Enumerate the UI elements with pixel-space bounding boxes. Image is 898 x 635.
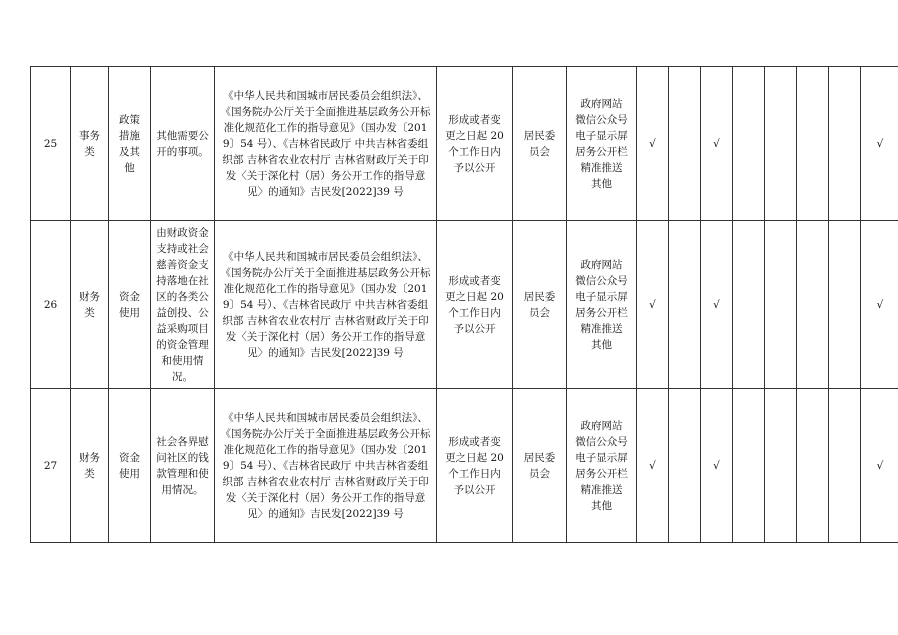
channels-cell: 政府网站 微信公众号 电子显示屏 居务公开栏 精准推送 其他 xyxy=(567,67,637,221)
disclosure-table xyxy=(30,66,898,543)
basis-cell: 《中华人民共和国城市居民委员会组织法》、《国务院办公厅关于全面推进基层政务公开标准化规范化工作的指导意见》（国办发〔2019〕54 号）、《吉林省民政厅 中共吉林省委组织部 吉林省农业农村厅 吉林省财政厅关于印发〈关于深化村（居）务公开工作的指导意见〉的通知》吉民发[2022]39 号 xyxy=(215,67,437,221)
subcategory-cell: 政策 措施 及其 他 xyxy=(109,67,151,221)
table-row xyxy=(31,67,898,221)
check-cell: √ xyxy=(637,389,669,543)
check-cell: √ xyxy=(637,221,669,389)
check-cell: √ xyxy=(701,67,733,221)
check-cell xyxy=(829,221,861,389)
category-cell: 财务 类 xyxy=(71,221,109,389)
basis-cell: 《中华人民共和国城市居民委员会组织法》、《国务院办公厅关于全面推进基层政务公开标准化规范化工作的指导意见》（国办发〔2019〕54 号）、《吉林省民政厅 中共吉林省委组织部 吉林省农业农村厅 吉林省财政厅关于印发〈关于深化村（居）务公开工作的指导意见〉的通知》吉民发[2022]39 号 xyxy=(215,221,437,389)
check-cell xyxy=(669,221,701,389)
time-limit-cell: 形成或者变 更之日起 20 个工作日内 予以公开 xyxy=(437,221,513,389)
channels-cell: 政府网站 微信公众号 电子显示屏 居务公开栏 精准推送 其他 xyxy=(567,221,637,389)
check-cell: √ xyxy=(701,389,733,543)
check-cell: √ xyxy=(861,221,898,389)
subcategory-cell: 资金 使用 xyxy=(109,389,151,543)
subcategory-cell: 资金 使用 xyxy=(109,221,151,389)
check-cell xyxy=(733,389,765,543)
row-number: 25 xyxy=(31,67,71,221)
subject-cell: 居民委 员会 xyxy=(513,67,567,221)
channels-cell: 政府网站 微信公众号 电子显示屏 居务公开栏 精准推送 其他 xyxy=(567,389,637,543)
check-cell xyxy=(733,67,765,221)
subject-cell: 居民委 员会 xyxy=(513,389,567,543)
table-row xyxy=(31,221,898,389)
check-cell xyxy=(669,67,701,221)
basis-cell: 《中华人民共和国城市居民委员会组织法》、《国务院办公厅关于全面推进基层政务公开标准化规范化工作的指导意见》（国办发〔2019〕54 号）、《吉林省民政厅 中共吉林省委组织部 吉林省农业农村厅 吉林省财政厅关于印发〈关于深化村（居）务公开工作的指导意见〉的通知》吉民发[2022]39 号 xyxy=(215,389,437,543)
check-cell xyxy=(797,67,829,221)
check-cell: √ xyxy=(861,67,898,221)
content-cell: 社会各界慰 问社区的钱 款管理和使 用情况。 xyxy=(151,389,215,543)
check-cell xyxy=(829,67,861,221)
check-cell: √ xyxy=(861,389,898,543)
table-row xyxy=(31,389,898,543)
check-cell xyxy=(765,389,797,543)
check-cell xyxy=(829,389,861,543)
row-number: 26 xyxy=(31,221,71,389)
check-cell xyxy=(797,389,829,543)
check-cell xyxy=(669,389,701,543)
content-cell: 由财政资金 支持或社会 慈善资金支 持落地在社 区的各类公 益创投、公 益采购项目 的资金管理 和使用情 况。 xyxy=(151,221,215,389)
check-cell xyxy=(797,221,829,389)
check-cell xyxy=(765,221,797,389)
content-cell: 其他需要公 开的事项。 xyxy=(151,67,215,221)
category-cell: 事务 类 xyxy=(71,67,109,221)
subject-cell: 居民委 员会 xyxy=(513,221,567,389)
check-cell xyxy=(765,67,797,221)
category-cell: 财务 类 xyxy=(71,389,109,543)
check-cell xyxy=(733,221,765,389)
time-limit-cell: 形成或者变 更之日起 20 个工作日内 予以公开 xyxy=(437,67,513,221)
time-limit-cell: 形成或者变 更之日起 20 个工作日内 予以公开 xyxy=(437,389,513,543)
row-number: 27 xyxy=(31,389,71,543)
check-cell: √ xyxy=(701,221,733,389)
check-cell: √ xyxy=(637,67,669,221)
